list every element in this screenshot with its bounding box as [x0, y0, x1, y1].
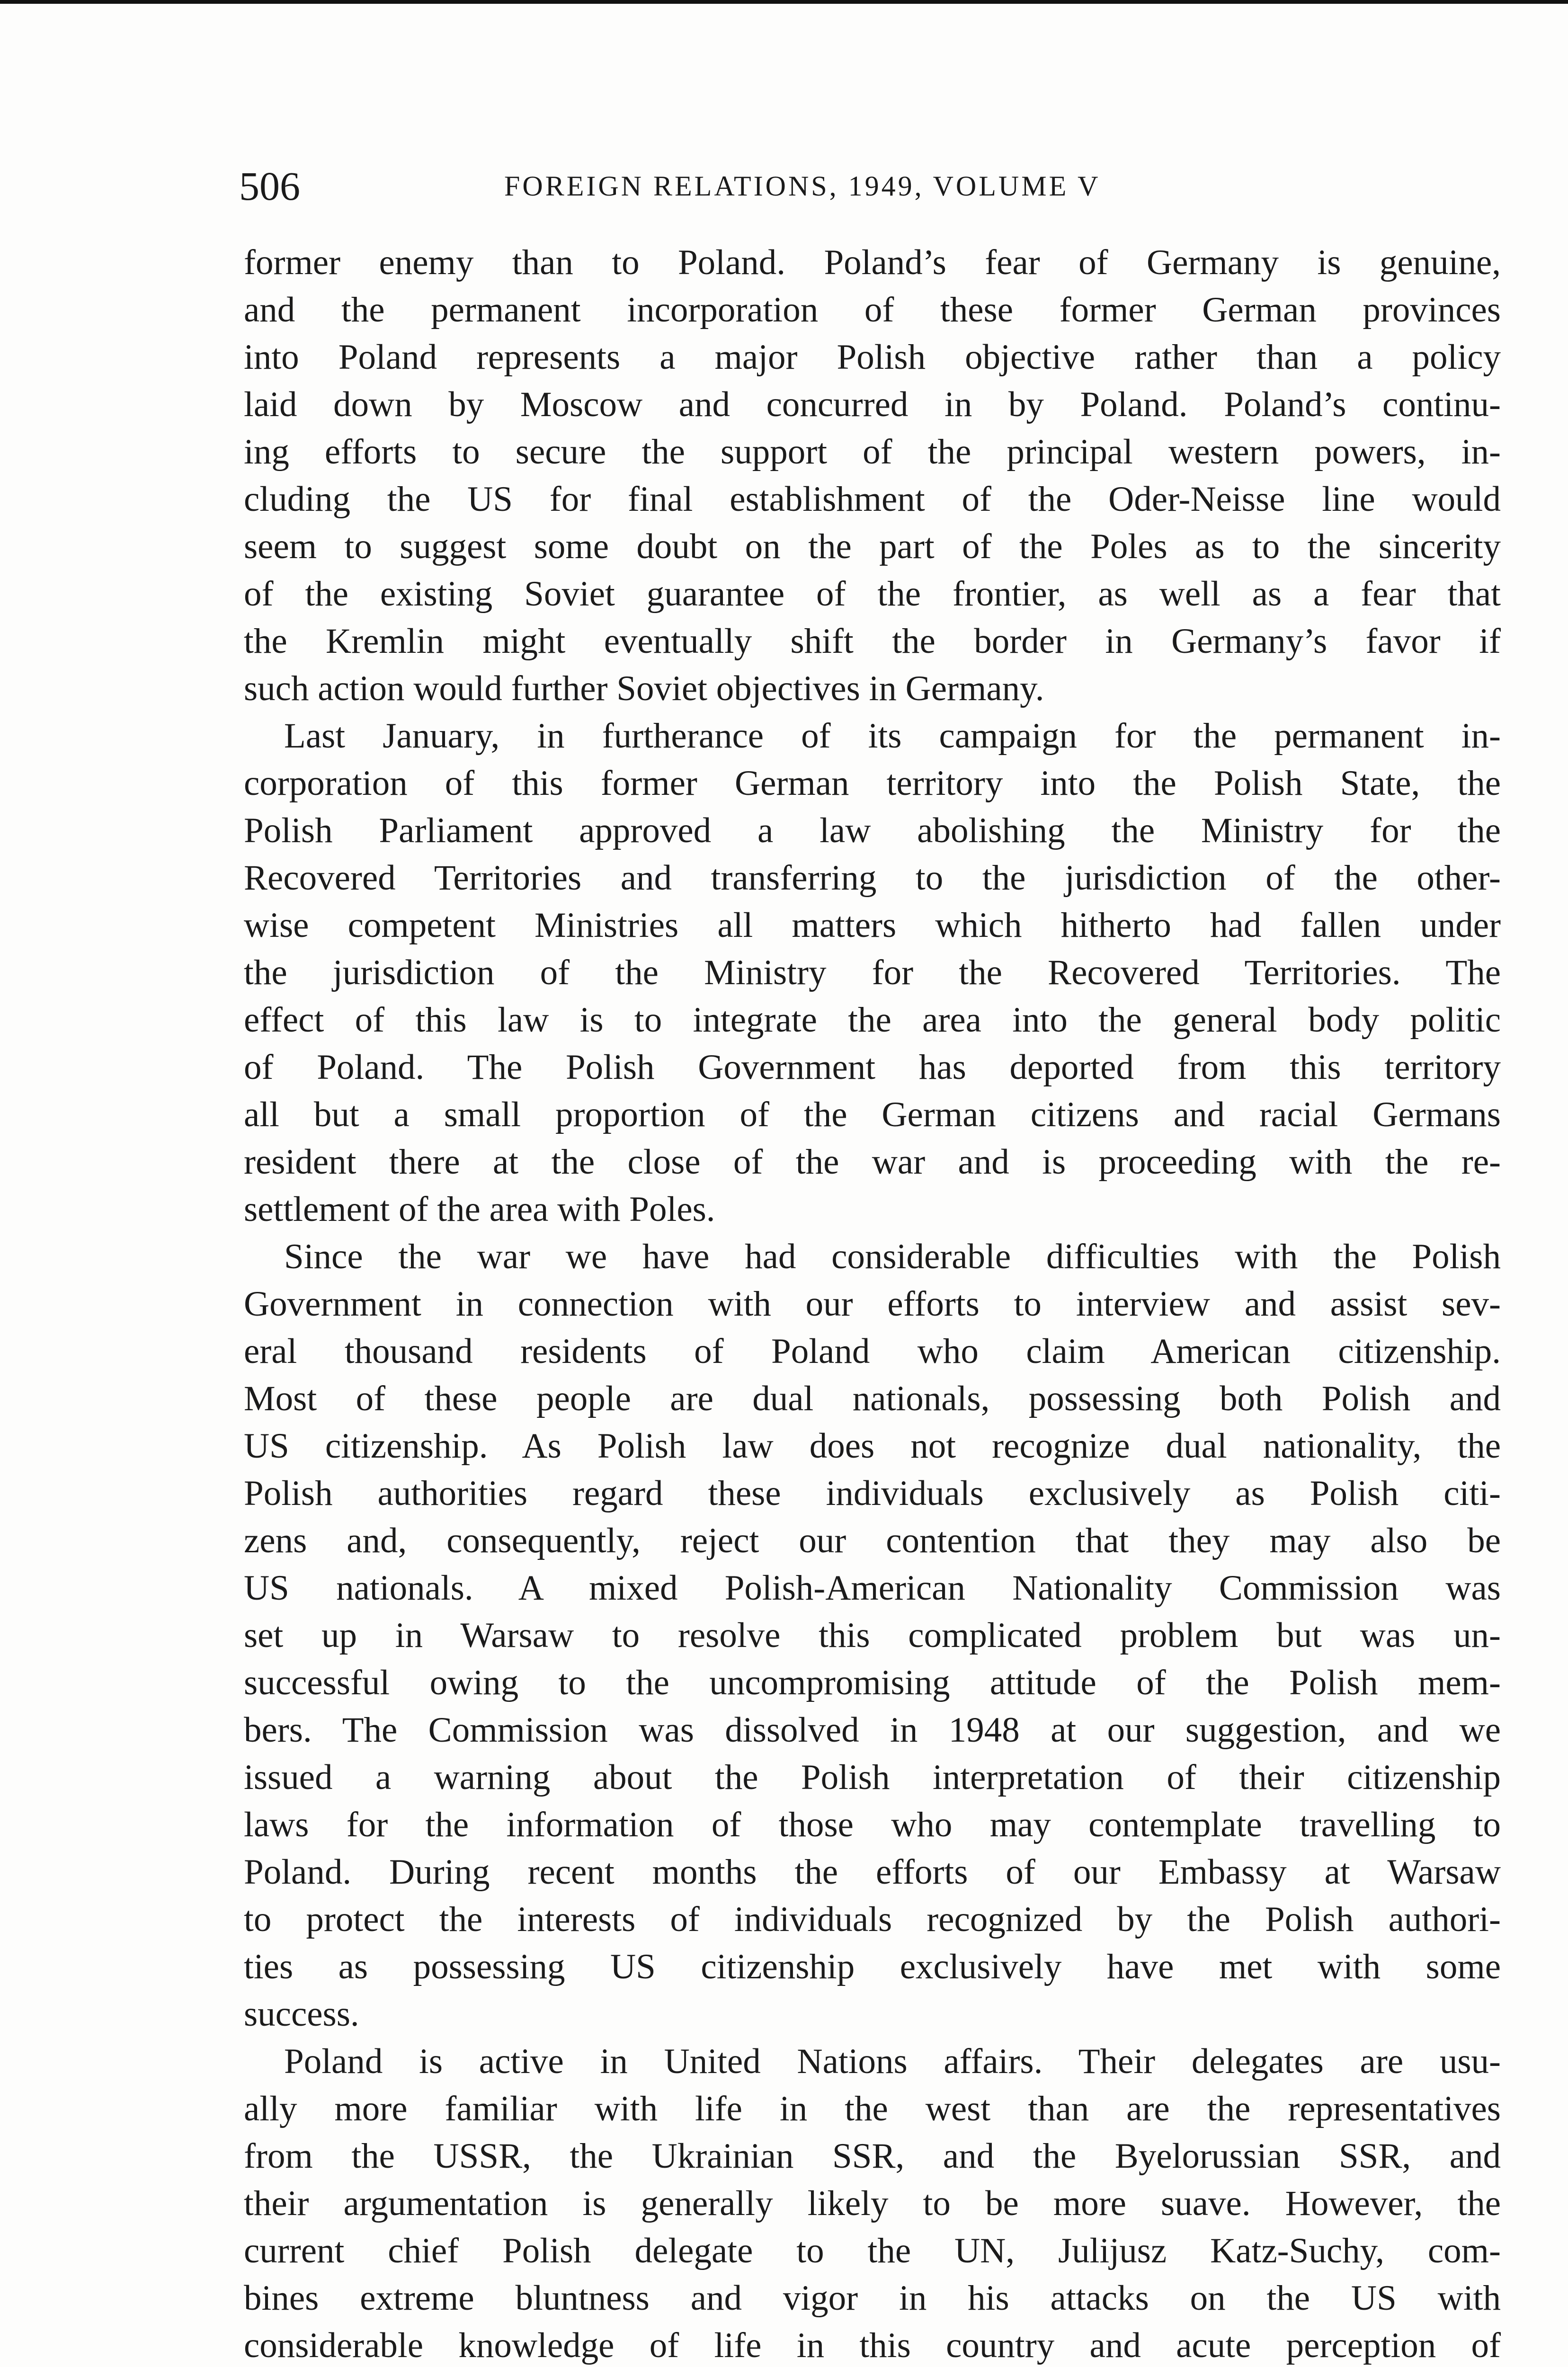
text-line: and the permanent incorporation of these former German provinces — [244, 290, 1501, 329]
text-line: Polish Parliament approved a law abolishing the Ministry for the — [244, 811, 1501, 850]
text-line: the Kremlin might eventually shift the border in Germany’s favor if — [244, 622, 1501, 661]
text-line: Poland. During recent months the efforts of our Embassy at Warsaw — [244, 1852, 1501, 1892]
text-line: settlement of the area with Poles. — [244, 1190, 715, 1229]
text-line: US nationals. A mixed Polish-American Nationality Commission was — [244, 1568, 1501, 1608]
text-line: ing efforts to secure the support of the principal western powers, in- — [244, 432, 1501, 472]
text-line: bers. The Commission was dissolved in 1948 at our suggestion, and we — [244, 1710, 1501, 1750]
text-line: corporation of this former German territory into the Polish State, the — [244, 764, 1501, 803]
text-line: considerable knowledge of life in this country and acute perception of — [244, 2326, 1501, 2365]
text-line: seem to suggest some doubt on the part of the Poles as to the sincerity — [244, 527, 1501, 566]
text-line: Last January, in furtherance of its campaign for the permanent in- — [284, 716, 1501, 756]
body-text — [244, 239, 1501, 2365]
text-line: zens and, consequently, reject our contention that they may also be — [244, 1521, 1501, 1560]
text-line: successful owing to the uncompromising attitude of the Polish mem- — [244, 1663, 1501, 1702]
text-line: bines extreme bluntness and vigor in his attacks on the US with — [244, 2278, 1501, 2318]
text-line: ally more familiar with life in the west than are the representatives — [244, 2089, 1501, 2128]
text-line: ties as possessing US citizenship exclusively have met with some — [244, 1947, 1501, 1986]
text-line: Polish authorities regard these individuals exclusively as Polish citi- — [244, 1474, 1501, 1513]
text-line: Most of these people are dual nationals, possessing both Polish and — [244, 1379, 1501, 1418]
text-line: the jurisdiction of the Ministry for the Recovered Territories. The — [244, 953, 1501, 992]
text-line: Recovered Territories and transferring to the jurisdiction of the other- — [244, 858, 1501, 898]
text-line: effect of this law is to integrate the area into the general body politic — [244, 1000, 1501, 1040]
text-line: their argumentation is generally likely to be more suave. However, the — [244, 2184, 1501, 2223]
text-line: wise competent Ministries all matters which hitherto had fallen under — [244, 906, 1501, 945]
text-line: resident there at the close of the war and is proceeding with the re- — [244, 1142, 1501, 1182]
text-line: of the existing Soviet guarantee of the frontier, as well as a fear that — [244, 574, 1501, 614]
text-line: set up in Warsaw to resolve this complicated problem but was un- — [244, 1616, 1501, 1655]
text-line: Since the war we have had considerable difficulties with the Polish — [284, 1237, 1501, 1276]
text-line: such action would further Soviet objectives in Germany. — [244, 669, 1044, 708]
text-line: Poland is active in United Nations affairs. Their delegates are usu- — [284, 2042, 1501, 2081]
text-line: Government in connection with our efforts to interview and assist sev- — [244, 1284, 1501, 1324]
text-line: from the USSR, the Ukrainian SSR, and the Byelorussian SSR, and — [244, 2136, 1501, 2176]
paragraph-2 — [244, 712, 1501, 1233]
text-line: laid down by Moscow and concurred in by Poland. Poland’s continu- — [244, 385, 1501, 424]
paragraph-1 — [244, 239, 1501, 712]
paragraph-3 — [244, 1233, 1501, 2038]
page-header — [239, 160, 1508, 212]
text-line: cluding the US for final establishment of the Oder-Neisse line would — [244, 480, 1501, 519]
top-border-rule — [0, 0, 1568, 4]
running-head: FOREIGN RELATIONS, 1949, VOLUME V — [504, 170, 1101, 202]
page-number: 506 — [239, 163, 300, 209]
text-line: issued a warning about the Polish interpretation of their citizenship — [244, 1758, 1501, 1797]
text-line: all but a small proportion of the German citizens and racial Germans — [244, 1095, 1501, 1134]
text-line: of Poland. The Polish Government has deported from this territory — [244, 1048, 1501, 1087]
text-line: into Poland represents a major Polish objective rather than a policy — [244, 338, 1501, 377]
text-line: laws for the information of those who may contemplate travelling to — [244, 1805, 1501, 1844]
text-line: US citizenship. As Polish law does not recognize dual nationality, the — [244, 1426, 1501, 1466]
paragraph-4 — [244, 2038, 1501, 2367]
text-line: eral thousand residents of Poland who claim American citizenship. — [244, 1332, 1501, 1371]
text-line: to protect the interests of individuals recognized by the Polish authori- — [244, 1900, 1501, 1939]
text-line: success. — [244, 1994, 359, 2034]
text-line: former enemy than to Poland. Poland’s fear of Germany is genuine, — [244, 243, 1501, 282]
text-line: current chief Polish delegate to the UN, Julijusz Katz-Suchy, com- — [244, 2231, 1501, 2270]
